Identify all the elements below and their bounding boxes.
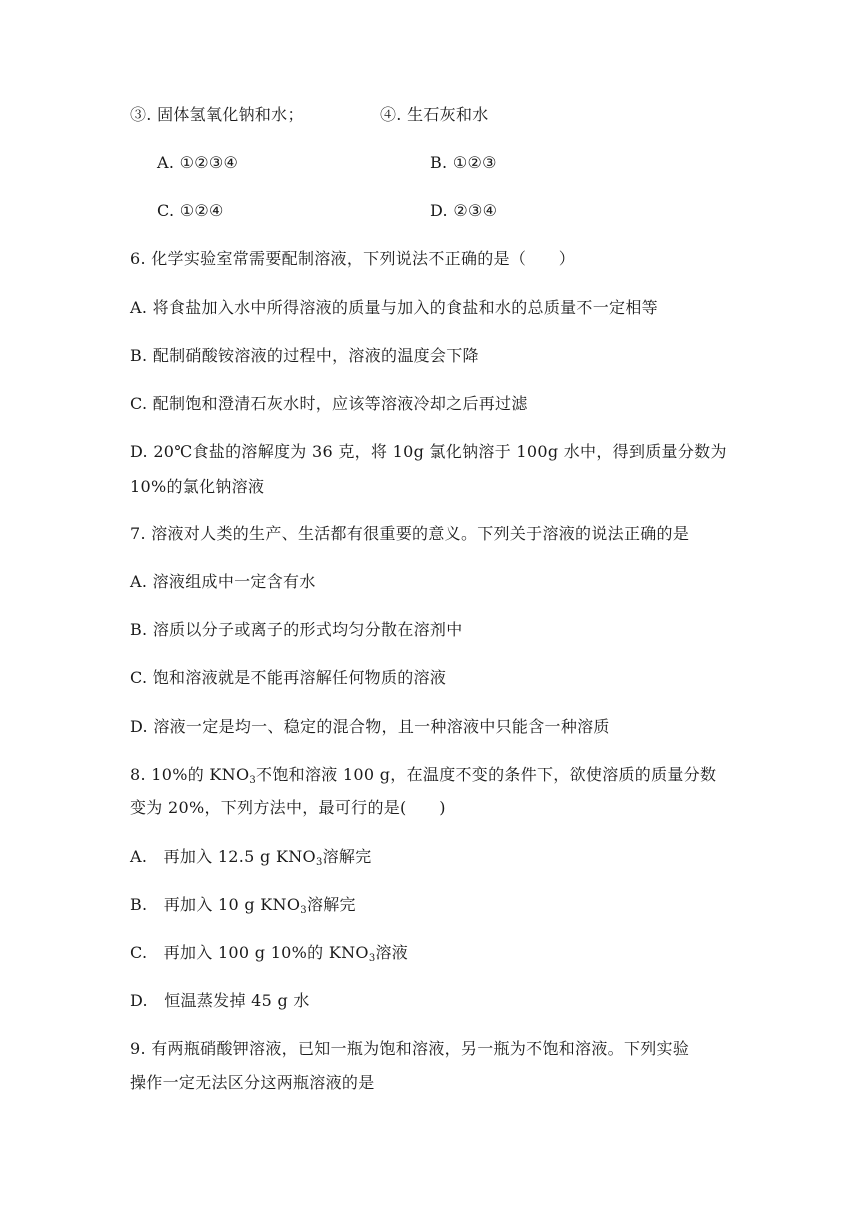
q7-option-a: A. 溶液组成中一定含有水 [130, 572, 316, 591]
q5-option-c: C. ①②④ [157, 201, 224, 220]
q7-option-c: C. 饱和溶液就是不能再溶解任何物质的溶液 [130, 668, 447, 687]
q8-option-a-pre: A. 再加入 12.5 g KNO [130, 847, 316, 866]
q9-stem-line2: 操作一定无法区分这两瓶溶液的是 [130, 1073, 375, 1092]
q8-option-c-post: 溶液 [375, 943, 409, 962]
q8-option-d: D. 恒温蒸发掉 45 g 水 [130, 991, 310, 1010]
q6-option-d-line1: D. 20℃食盐的溶解度为 36 克，将 10g 氯化钠溶于 100g 水中，得到质量分数为 [130, 442, 727, 461]
q8-stem-line1 [130, 764, 716, 786]
q8-option-b [130, 894, 356, 916]
q8-option-a-subscript: 3 [315, 857, 323, 868]
q8-option-c [130, 942, 408, 964]
q6-option-b: B. 配制硝酸铵溶液的过程中，溶液的温度会下降 [130, 346, 479, 365]
q7-option-b: B. 溶质以分子或离子的形式均匀分散在溶剂中 [130, 620, 463, 639]
q8-option-b-subscript: 3 [300, 905, 307, 916]
q5-item-4: ④. 生石灰和水 [380, 105, 489, 124]
q8-option-a [130, 846, 372, 868]
q8-option-c-subscript: 3 [368, 953, 376, 964]
q7-option-d: D. 溶液一定是均一、稳定的混合物，且一种溶液中只能含一种溶质 [130, 717, 610, 736]
q8-option-c-pre: C. 再加入 100 g 10%的 KNO [130, 943, 369, 962]
q5-option-d: D. ②③④ [430, 201, 498, 220]
q8-option-b-post: 溶解完 [306, 895, 356, 914]
q8-stem-line2: 变为 20%，下列方法中，最可行的是( ) [130, 798, 446, 817]
q6-stem: 6. 化学实验室常需要配制溶液，下列说法不正确的是（ ） [130, 249, 576, 268]
q9-stem-line1: 9. 有两瓶硝酸钾溶液，已知一瓶为饱和溶液，另一瓶为不饱和溶液。下列实验 [130, 1039, 690, 1058]
q5-option-b: B. ①②③ [430, 153, 497, 172]
q7-stem: 7. 溶液对人类的生产、生活都有很重要的意义。下列关于溶液的说法正确的是 [130, 524, 690, 543]
q8-stem-subscript: 3 [249, 775, 257, 786]
q5-option-a: A. ①②③④ [157, 153, 239, 172]
q8-stem-pre: 8. 10%的 KNO [130, 765, 250, 784]
q6-option-a: A. 将食盐加入水中所得溶液的质量与加入的食盐和水的总质量不一定相等 [130, 298, 658, 317]
q8-option-b-pre: B. 再加入 10 g KNO [130, 895, 301, 914]
q6-option-c: C. 配制饱和澄清石灰水时，应该等溶液冷却之后再过滤 [130, 394, 528, 413]
q5-item-3: ③. 固体氢氧化钠和水； [130, 105, 304, 124]
q8-stem-post: 不饱和溶液 100 g，在温度不变的条件下，欲使溶质的质量分数 [256, 765, 717, 784]
q8-option-a-post: 溶解完 [322, 847, 372, 866]
q6-option-d-line2: 10%的氯化钠溶液 [130, 477, 265, 496]
